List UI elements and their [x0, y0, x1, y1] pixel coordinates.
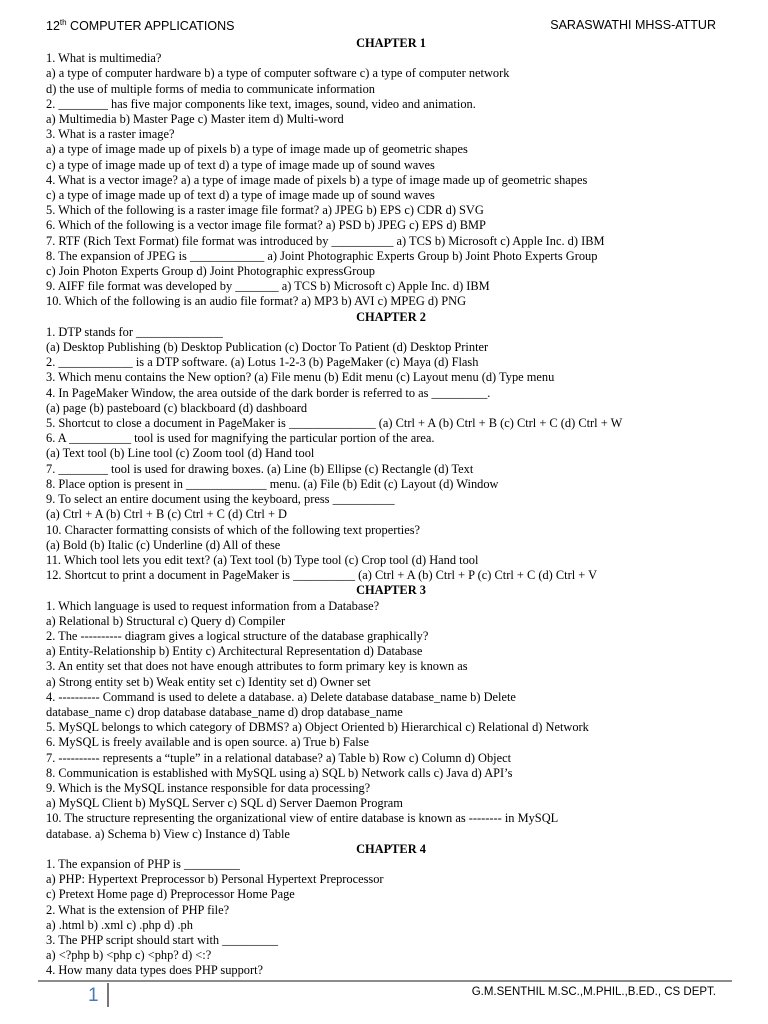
header-grade-suffix: th — [59, 18, 67, 27]
question-line: database_name c) drop database database_name d) drop database_name — [46, 704, 403, 719]
question-line: a) Strong entity set b) Weak entity set c) Identity set d) Owner set — [46, 674, 371, 689]
question-line: 9. AIFF file format was developed by _______ a) TCS b) Microsoft c) Apple Inc. d) IBM — [46, 279, 490, 294]
header-subject — [46, 18, 234, 33]
question-line: (a) Bold (b) Italic (c) Underline (d) All of these — [46, 537, 281, 552]
question-line: 10. Which of the following is an audio file format? a) MP3 b) AVI c) MPEG d) PNG — [46, 294, 467, 309]
question-line: c) a type of image made up of text d) a type of image made up of sound waves — [46, 188, 435, 203]
page-number: 1 — [88, 985, 99, 1006]
question-line: 6. A __________ tool is used for magnifying the particular portion of the area. — [46, 431, 435, 446]
chapter-heading: CHAPTER 3 — [356, 583, 426, 598]
question-line: 8. The expansion of JPEG is ____________ a) Joint Photographic Experts Group b) Joint Photo Experts Group — [46, 248, 598, 263]
question-line: 1. The expansion of PHP is _________ — [46, 856, 240, 871]
question-line: 7. ---------- represents a “tuple” in a relational database? a) Table b) Row c) Column d) Object — [46, 750, 512, 765]
chapter-heading: CHAPTER 4 — [356, 841, 426, 856]
footer-divider — [38, 980, 732, 982]
question-line: 6. MySQL is freely available and is open source. a) True b) False — [46, 735, 370, 750]
question-line: a) .html b) .xml c) .php d) .ph — [46, 917, 193, 932]
footer-author: G.M.SENTHIL M.SC.,M.PHIL.,B.ED., CS DEPT. — [471, 986, 716, 998]
question-line: 1. What is multimedia? — [46, 51, 162, 66]
question-line: 12. Shortcut to print a document in PageMaker is __________ (a) Ctrl + A (b) Ctrl + P (c) Ctrl + C (d) Ctrl + V — [46, 568, 598, 583]
question-line: 10. The structure representing the organizational view of entire database is known as -------- in MySQL — [46, 811, 559, 826]
question-line: 4. ---------- Command is used to delete a database. a) Delete database database_name b) Delete — [46, 689, 516, 704]
question-line: database. a) Schema b) View c) Instance d) Table — [46, 826, 290, 841]
question-line: (a) Desktop Publishing (b) Desktop Publication (c) Doctor To Patient (d) Desktop Printer — [46, 340, 489, 355]
question-line: 11. Which tool lets you edit text? (a) Text tool (b) Type tool (c) Crop tool (d) Hand tool — [46, 552, 479, 567]
question-line: 1. DTP stands for ______________ — [46, 324, 223, 339]
question-line: 9. Which is the MySQL instance responsible for data processing? — [46, 780, 371, 795]
question-line: (a) Ctrl + A (b) Ctrl + B (c) Ctrl + C (d) Ctrl + D — [46, 507, 287, 522]
question-line: c) a type of image made up of text d) a type of image made up of sound waves — [46, 157, 435, 172]
question-line: 7. ________ tool is used for drawing boxes. (a) Line (b) Ellipse (c) Rectangle (d) Text — [46, 461, 474, 476]
question-line: 2. What is the extension of PHP file? — [46, 902, 230, 917]
question-line: (a) page (b) pasteboard (c) blackboard (d) dashboard — [46, 400, 308, 415]
question-line: 9. To select an entire document using the keyboard, press __________ — [46, 492, 395, 507]
question-line: 2. ________ has five major components like text, images, sound, video and animation. — [46, 96, 476, 111]
question-line: 5. Shortcut to close a document in PageMaker is ______________ (a) Ctrl + A (b) Ctrl + B (c) Ctrl + C (d) Ctrl + W — [46, 416, 623, 431]
question-line: a) a type of image made up of pixels b) a type of image made up of geometric shapes — [46, 142, 468, 157]
question-line: 6. Which of the following is a vector image file format? a) PSD b) JPEG c) EPS d) BMP — [46, 218, 486, 233]
question-line: 7. RTF (Rich Text Format) file format was introduced by __________ a) TCS b) Microsoft c) Apple Inc. d) IBM — [46, 233, 605, 248]
header-grade: 12 — [46, 19, 60, 34]
question-line: 8. Communication is established with MySQL using a) SQL b) Network calls c) Java d) API’s — [46, 765, 513, 780]
question-line: d) the use of multiple forms of media to communicate information — [46, 81, 375, 96]
question-line: a) <?php b) <php c) <php? d) <:? — [46, 948, 212, 963]
chapter-heading: CHAPTER 2 — [356, 309, 426, 324]
question-line: a) a type of computer hardware b) a type of computer software c) a type of computer network — [46, 66, 510, 81]
question-line: 3. What is a raster image? — [46, 127, 175, 142]
question-line: 3. An entity set that does not have enough attributes to form primary key is known as — [46, 659, 468, 674]
question-line: a) PHP: Hypertext Preprocessor b) Personal Hypertext Preprocessor — [46, 872, 384, 887]
question-line: a) Relational b) Structural c) Query d) Compiler — [46, 613, 286, 628]
question-line: c) Pretext Home page d) Preprocessor Home Page — [46, 887, 295, 902]
question-line: 1. Which language is used to request information from a Database? — [46, 598, 380, 613]
question-line: 2. The ---------- diagram gives a logical structure of the database graphically? — [46, 628, 429, 643]
question-line: a) Entity-Relationship b) Entity c) Architectural Representation d) Database — [46, 644, 423, 659]
chapter-heading: CHAPTER 1 — [356, 36, 426, 50]
question-line: 8. Place option is present in _____________ menu. (a) File (b) Edit (c) Layout (d) Window — [46, 476, 499, 491]
question-line: 3. Which menu contains the New option? (a) File menu (b) Edit menu (c) Layout menu (d) Type menu — [46, 370, 555, 385]
question-line: 5. Which of the following is a raster image file format? a) JPEG b) EPS c) CDR d) SVG — [46, 203, 484, 218]
question-line: 4. How many data types does PHP support? — [46, 963, 264, 978]
question-line: 10. Character formatting consists of which of the following text properties? — [46, 522, 421, 537]
page-number-divider — [107, 983, 109, 1007]
question-line: c) Join Photon Experts Group d) Joint Photographic expressGroup — [46, 264, 375, 279]
question-line: 2. ____________ is a DTP software. (a) Lotus 1-2-3 (b) PageMaker (c) Maya (d) Flash — [46, 355, 479, 370]
question-line: 5. MySQL belongs to which category of DBMS? a) Object Oriented b) Hierarchical c) Relational d) Network — [46, 720, 589, 735]
header-school: SARASWATHI MHSS-ATTUR — [550, 18, 716, 32]
document-body — [46, 36, 736, 979]
question-line: a) MySQL Client b) MySQL Server c) SQL d) Server Daemon Program — [46, 796, 403, 811]
header-subject-text: COMPUTER APPLICATIONS — [66, 19, 235, 34]
question-line: 3. The PHP script should start with _________ — [46, 932, 278, 947]
question-line: 4. What is a vector image? a) a type of image made of pixels b) a type of image made up of geometric shapes — [46, 172, 588, 187]
question-line: 4. In PageMaker Window, the area outside of the dark border is referred to as _________. — [46, 385, 491, 400]
question-line: a) Multimedia b) Master Page c) Master item d) Multi-word — [46, 112, 344, 127]
question-line: (a) Text tool (b) Line tool (c) Zoom tool (d) Hand tool — [46, 446, 315, 461]
